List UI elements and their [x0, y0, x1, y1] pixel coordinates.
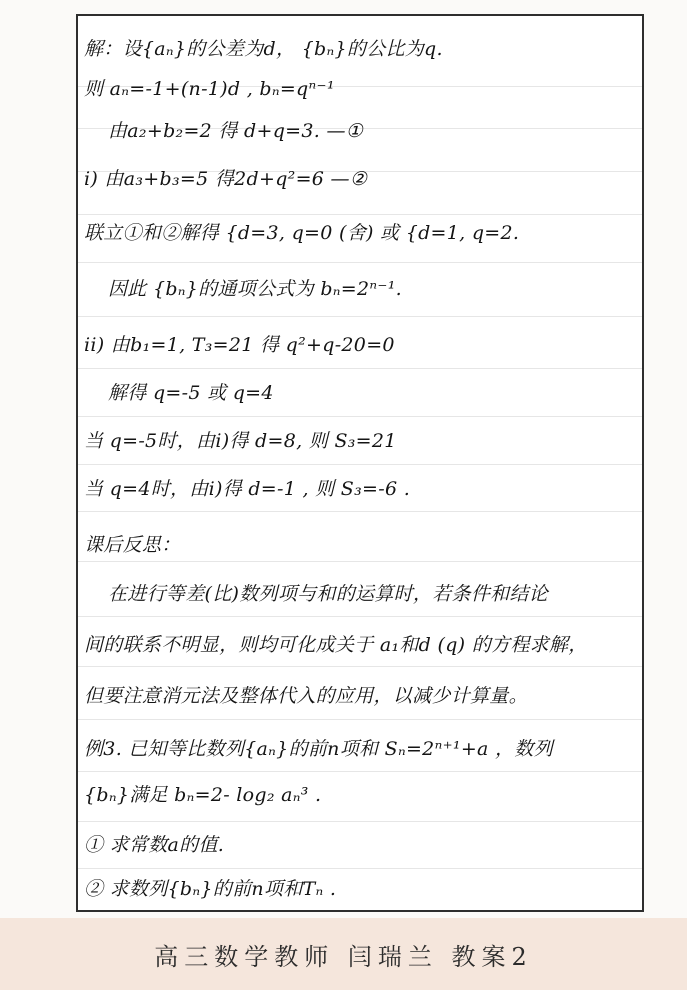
note-line: 因此 {bₙ}的通项公式为 bₙ=2ⁿ⁻¹. — [108, 278, 402, 300]
ruled-line — [78, 771, 642, 772]
note-line: 当 q=4时，由i)得 d=-1 , 则 S₃=-6 . — [84, 478, 411, 500]
note-line: 课后反思： — [84, 534, 181, 556]
ruled-line — [78, 368, 642, 369]
note-line: 但要注意消元法及整体代入的应用，以减少计算量。 — [84, 685, 528, 707]
ruled-line — [78, 416, 642, 417]
ruled-line — [78, 666, 642, 667]
ruled-line — [78, 719, 642, 720]
note-line: 间的联系不明显，则均可化成关于 a₁和d (q) 的方程求解， — [84, 634, 588, 656]
ruled-line — [78, 262, 642, 263]
note-line: ② 求数列{bₙ}的前n项和Tₙ . — [84, 878, 337, 900]
ruled-line — [78, 214, 642, 215]
note-line: 联立①和②解得 {d=3, q=0 (舍) 或 {d=1, q=2. — [84, 222, 520, 244]
ruled-line — [78, 511, 642, 512]
note-line: ① 求常数a的值. — [84, 834, 225, 856]
note-line: i) 由a₃+b₃=5 得2d+q²=6 —② — [84, 168, 368, 190]
caption-band — [0, 918, 687, 990]
notebook-page — [76, 14, 644, 912]
page-caption: 高三数学教师 闫瑞兰 教案2 — [154, 942, 533, 971]
ruled-line — [78, 561, 642, 562]
note-line: 在进行等差(比)数列项与和的运算时，若条件和结论 — [108, 583, 549, 605]
note-line: 解得 q=-5 或 q=4 — [108, 382, 274, 404]
note-line: ii) 由b₁=1, T₃=21 得 q²+q-20=0 — [84, 334, 395, 356]
ruled-line — [78, 616, 642, 617]
note-line: 当 q=-5时，由i)得 d=8, 则 S₃=21 — [84, 430, 397, 452]
note-line: 由a₂+b₂=2 得 d+q=3. —① — [108, 120, 364, 142]
ruled-line — [78, 868, 642, 869]
ruled-line — [78, 316, 642, 317]
ruled-line — [78, 821, 642, 822]
note-line: 则 aₙ=-1+(n-1)d , bₙ=qⁿ⁻¹ — [84, 78, 335, 100]
note-line: 例3. 已知等比数列{aₙ}的前n项和 Sₙ=2ⁿ⁺¹+a ，数列 — [84, 738, 553, 760]
note-line: 解：设{aₙ}的公差为d， {bₙ}的公比为q. — [84, 38, 443, 60]
ruled-line — [78, 464, 642, 465]
note-line: {bₙ}满足 bₙ=2- log₂ aₙ³ . — [84, 784, 322, 806]
